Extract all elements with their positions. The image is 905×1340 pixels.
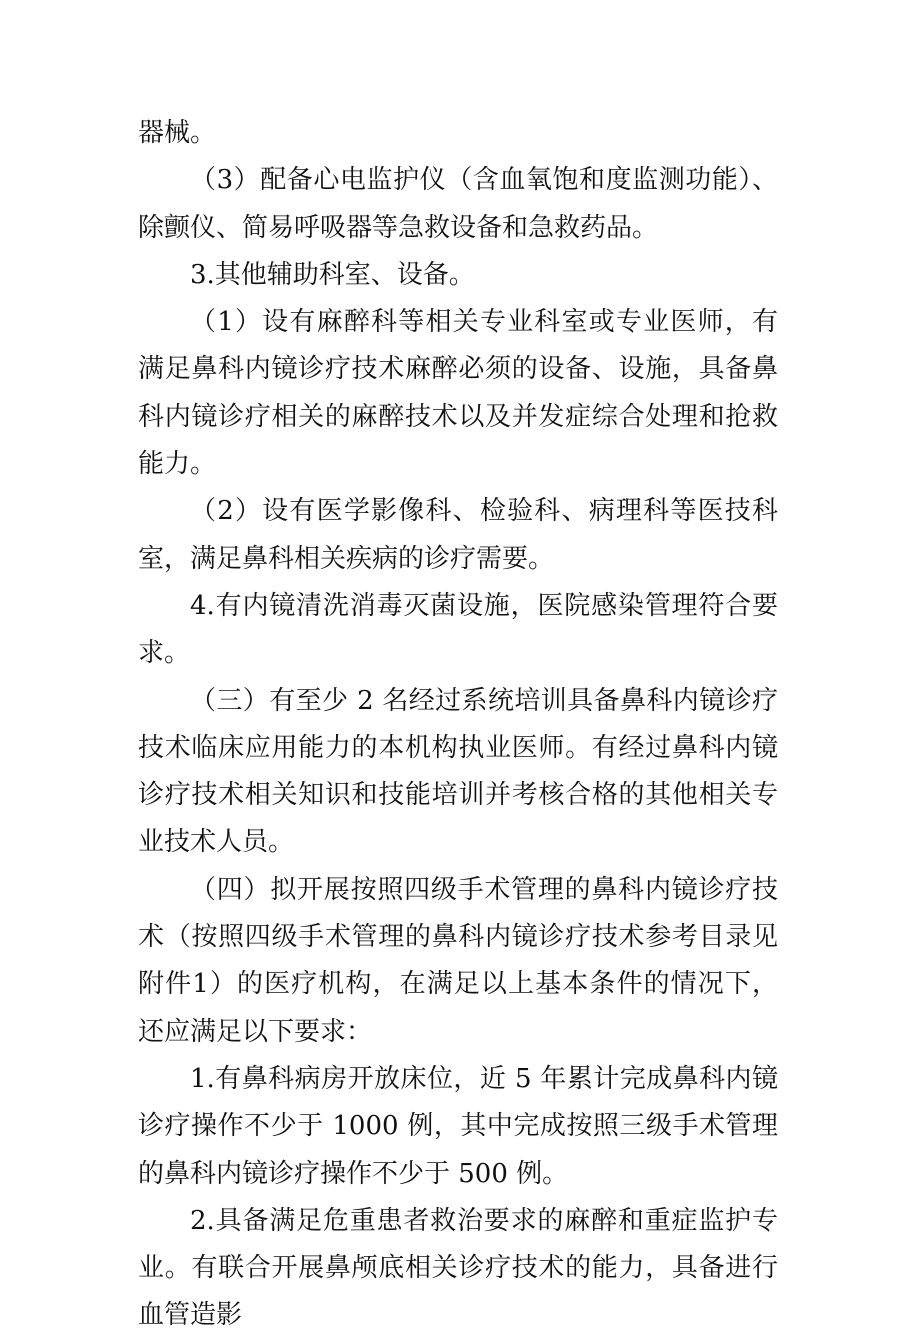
paragraph-bed-requirement: 1.有鼻科病房开放床位，近 5 年累计完成鼻科内镜诊疗操作不少于 1000 例，其中完成按照三级手术管理的鼻科内镜诊疗操作不少于 500 例。 bbox=[138, 1063, 778, 1189]
paragraph-disinfection: 4.有内镜清洗消毒灭菌设施，医院感染管理符合要求。 bbox=[138, 590, 778, 669]
paragraph-equipment-end: 器械。 bbox=[138, 118, 217, 148]
document-body bbox=[138, 110, 778, 1340]
paragraph-physicians: （三）有至少 2 名经过系统培训具备鼻科内镜诊疗技术临床应用能力的本机构执业医师。有经过鼻科内镜诊疗技术相关知识和技能培训并考核合格的其他相关专业技术人员。 bbox=[138, 685, 778, 858]
paragraph-auxiliary-heading: 3.其他辅助科室、设备。 bbox=[190, 259, 475, 290]
paragraph-level-four: （四）拟开展按照四级手术管理的鼻科内镜诊疗技术（按照四级手术管理的鼻科内镜诊疗技术参考目录见附件1）的医疗机构，在满足以上基本条件的情况下，还应满足以下要求： bbox=[138, 874, 778, 1047]
paragraph-critical-care: 2.具备满足危重患者救治要求的麻醉和重症监护专业。有联合开展鼻颅底相关诊疗技术的能力，具备进行血管造影 bbox=[138, 1205, 778, 1331]
paragraph-emergency-equipment: （3）配备心电监护仪（含血氧饱和度监测功能）、除颤仪、简易呼吸器等急救设备和急救药品。 bbox=[138, 165, 778, 243]
paragraph-medical-tech: （2）设有医学影像科、检验科、病理科等医技科室，满足鼻科相关疾病的诊疗需要。 bbox=[138, 496, 778, 574]
paragraph-anesthesia: （1）设有麻醉科等相关专业科室或专业医师，有满足鼻科内镜诊疗技术麻醉必须的设备、设施，具备鼻科内镜诊疗相关的麻醉技术以及并发症综合处理和抢救能力。 bbox=[138, 307, 778, 480]
